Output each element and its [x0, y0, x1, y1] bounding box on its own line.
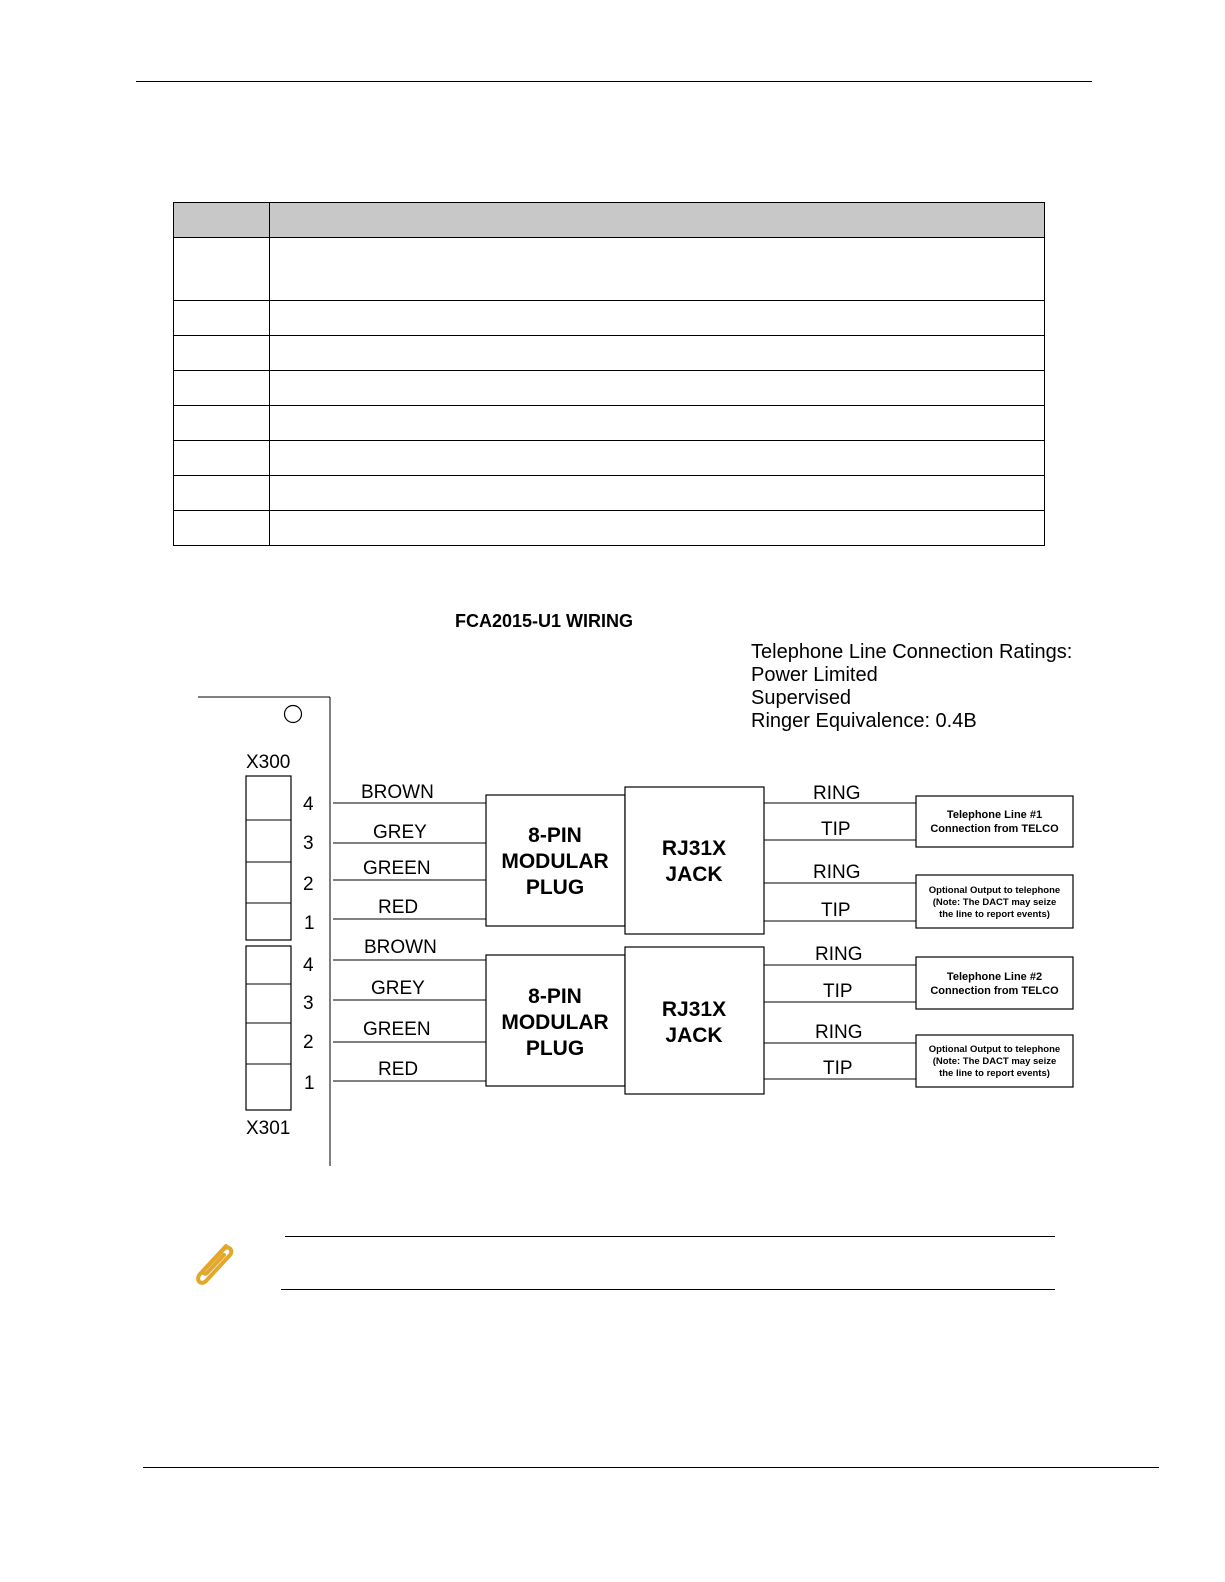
tip-label: TIP [823, 981, 853, 1002]
plug-label: MODULAR [501, 1011, 609, 1034]
plug-label: PLUG [525, 1037, 585, 1060]
spec-table [173, 202, 1045, 546]
pin-number: 4 [303, 955, 314, 976]
table-cell [174, 511, 270, 546]
optional-output-label: (Note: The DACT may seize [932, 1056, 1057, 1067]
table-cell [270, 238, 1045, 301]
table-header-cell [174, 203, 270, 238]
wire-color-label: RED [378, 1059, 419, 1080]
pin-number: 2 [303, 1032, 314, 1053]
telephone-line-label: Connection from TELCO [930, 823, 1059, 835]
wire-color-label: GREEN [363, 858, 431, 879]
terminal-block [246, 946, 291, 1110]
jack-label: JACK [665, 863, 723, 886]
header-rule [136, 81, 1092, 82]
table-row [174, 406, 1045, 441]
wiring-diagram [0, 600, 1225, 1180]
wire-color-label: GREEN [363, 1019, 431, 1040]
table-cell [174, 301, 270, 336]
pin-number: 3 [303, 833, 314, 854]
plug-label: 8-PIN [528, 985, 582, 1008]
table-cell [270, 406, 1045, 441]
telephone-line-1-box [916, 796, 1073, 847]
connector-label: X300 [246, 752, 291, 773]
note-rule [285, 1236, 1055, 1237]
ring-label: RING [815, 944, 863, 965]
tip-label: TIP [821, 819, 851, 840]
optional-output-label: (Note: The DACT may seize [932, 897, 1057, 908]
pin-number: 1 [304, 913, 315, 934]
tip-label: TIP [823, 1058, 853, 1079]
wire-color-label: BROWN [361, 782, 434, 803]
jack-label: RJ31X [661, 837, 727, 860]
rating-line: Supervised [751, 687, 852, 709]
table-cell [270, 476, 1045, 511]
table-cell [174, 371, 270, 406]
optional-output-label: the line to report events) [939, 909, 1050, 920]
optional-output-label: Optional Output to telephone [928, 1044, 1061, 1055]
telephone-line-label: Telephone Line #1 [946, 809, 1043, 821]
table-row [174, 301, 1045, 336]
pin-number: 1 [304, 1073, 315, 1094]
wire-color-label: RED [378, 897, 419, 918]
telephone-line-label: Telephone Line #2 [946, 971, 1043, 983]
table-cell [174, 238, 270, 301]
table-cell [174, 441, 270, 476]
rating-line: Power Limited [751, 664, 878, 686]
table-row [174, 511, 1045, 546]
plug-label: 8-PIN [528, 824, 582, 847]
table-row [174, 476, 1045, 511]
optional-output-label: Optional Output to telephone [928, 885, 1061, 896]
pin-number: 2 [303, 874, 314, 895]
telephone-line-label: Connection from TELCO [930, 985, 1059, 997]
terminal-block [246, 776, 291, 940]
tip-label: TIP [821, 900, 851, 921]
ring-label: RING [813, 862, 861, 883]
table-cell [270, 511, 1045, 546]
rj31x-jack-box [625, 787, 764, 934]
connector-label: X301 [246, 1118, 291, 1139]
table-row [174, 238, 1045, 301]
rating-line: Telephone Line Connection Ratings: [751, 641, 1073, 663]
ring-label: RING [813, 783, 861, 804]
jack-label: RJ31X [661, 998, 727, 1021]
jack-label: JACK [665, 1024, 723, 1047]
rating-line: Ringer Equivalence: 0.4B [751, 710, 977, 732]
table-cell [174, 476, 270, 511]
table-row [174, 336, 1045, 371]
table-cell [270, 301, 1045, 336]
table-cell [270, 441, 1045, 476]
plug-label: PLUG [525, 876, 585, 899]
diagram-title: FCA2015-U1 WIRING [455, 611, 634, 631]
telephone-line-2-box [916, 957, 1073, 1009]
table-cell [270, 371, 1045, 406]
footer-rule [143, 1467, 1159, 1468]
wire-color-label: BROWN [364, 937, 437, 958]
note-rule [281, 1289, 1055, 1290]
paperclip-icon [186, 1236, 242, 1292]
pin-number: 3 [303, 993, 314, 1014]
terminal-block-x300 [246, 776, 291, 940]
wire-color-label: GREY [373, 822, 427, 843]
pin-number: 4 [303, 794, 314, 815]
table-header-row [174, 203, 1045, 238]
table-row [174, 371, 1045, 406]
terminal-block-x301 [246, 946, 291, 1110]
table-cell [174, 336, 270, 371]
table-row [174, 441, 1045, 476]
table-cell [174, 406, 270, 441]
wire-color-label: GREY [371, 978, 425, 999]
optional-output-label: the line to report events) [939, 1068, 1050, 1079]
mounting-hole [285, 706, 302, 723]
plug-label: MODULAR [501, 850, 609, 873]
ring-label: RING [815, 1022, 863, 1043]
table-header-cell [270, 203, 1045, 238]
table-cell [270, 336, 1045, 371]
